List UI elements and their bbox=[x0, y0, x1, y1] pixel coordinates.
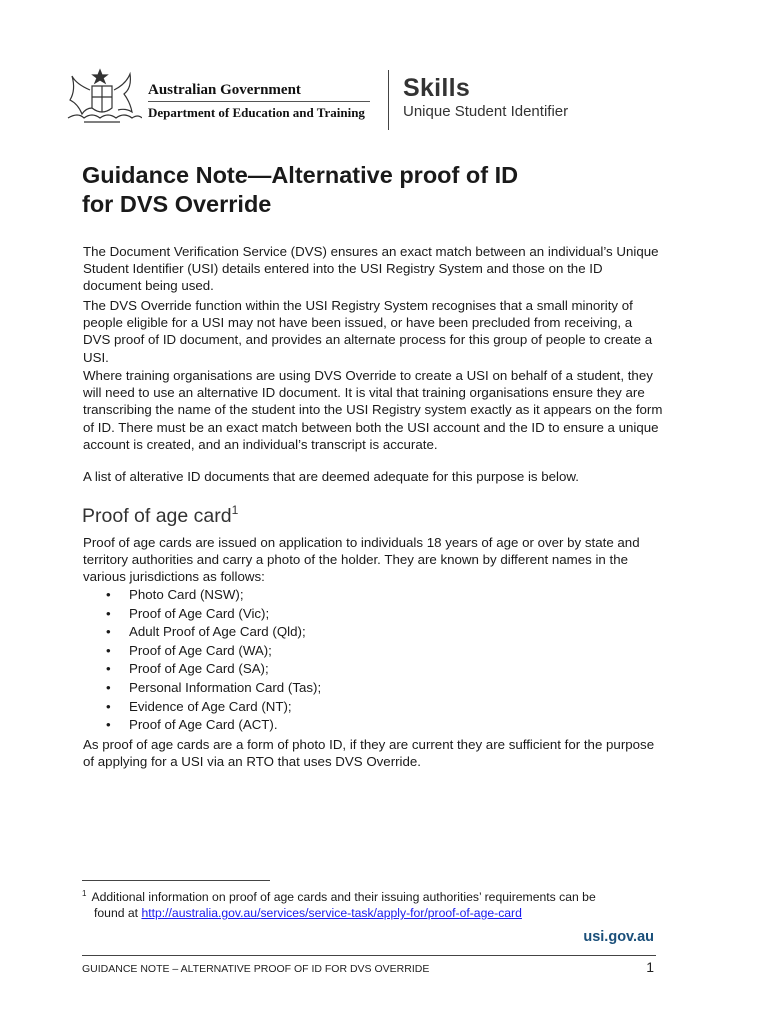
title-line-1: Guidance Note—Alternative proof of ID bbox=[82, 162, 519, 188]
sufficiency-paragraph: As proof of age cards are a form of photo ID, if they are current they are sufficient for the purpose of applying for a USI via an RTO that uses DVS Override. bbox=[83, 737, 655, 770]
bullet: • bbox=[106, 717, 111, 733]
list-item-text: Proof of Age Card (Vic); bbox=[129, 605, 270, 621]
list-item bbox=[106, 586, 321, 605]
override-paragraph: The DVS Override function within the USI Registry System recognises that a small minority of people eligible for a USI may not have been issued, or have been precluded from receiving, a DVS proof of ID document, and provides an alternate process for this group of people to create a USI. bbox=[83, 298, 653, 365]
footnote-text: Additional information on proof of age cards and their issuing authorities’ requirements can be bbox=[91, 890, 596, 904]
footnote-rule bbox=[82, 880, 270, 881]
list-item bbox=[106, 679, 321, 698]
footnote-link[interactable]: http://australia.gov.au/services/service-task/apply-for/proof-of-age-card bbox=[141, 906, 522, 920]
site-url[interactable]: usi.gov.au bbox=[583, 929, 654, 945]
bullet: • bbox=[106, 605, 111, 621]
section-heading-text: Proof of age card bbox=[82, 505, 232, 527]
bullet: • bbox=[106, 661, 111, 677]
bullet: • bbox=[106, 698, 111, 714]
intro-paragraph: The Document Verification Service (DVS) ensures an exact match between an individual’s Unique Student Identifier (USI) details entered into the USI Registry System and those on the ID document being used. bbox=[83, 244, 659, 294]
bullet: • bbox=[106, 679, 111, 695]
footnote-number: 1 bbox=[82, 889, 87, 898]
list-item-text: Proof of Age Card (WA); bbox=[129, 642, 272, 658]
department-name: Department of Education and Training bbox=[148, 105, 365, 120]
title-line-2: for DVS Override bbox=[82, 191, 272, 217]
page-title bbox=[82, 161, 642, 219]
list-item bbox=[106, 698, 321, 717]
bullet: • bbox=[106, 642, 111, 658]
footnote-found-at: found at bbox=[94, 906, 142, 920]
list-item-text: Proof of Age Card (ACT). bbox=[129, 717, 278, 733]
skills-logo: Skills bbox=[403, 74, 471, 102]
list-intro-paragraph: A list of alterative ID documents that are deemed adequate for this purpose is below. bbox=[83, 469, 579, 484]
list-item bbox=[106, 642, 321, 661]
government-name: Australian Government bbox=[148, 82, 301, 98]
bullet: • bbox=[106, 624, 111, 640]
page-number: 1 bbox=[646, 959, 654, 975]
skills-subtitle: Unique Student Identifier bbox=[403, 103, 569, 120]
footer-title: GUIDANCE NOTE – ALTERNATIVE PROOF OF ID FOR DVS OVERRIDE bbox=[82, 963, 430, 975]
coat-of-arms-icon bbox=[62, 66, 142, 130]
list-item bbox=[106, 660, 321, 679]
header-rule bbox=[148, 101, 370, 102]
list-item bbox=[106, 605, 321, 624]
age-card-paragraph: Proof of age cards are issued on application to individuals 18 years of age or over by state and territory authorities and carry a photo of the holder. They are known by different names in the various jurisdictions as follows: bbox=[83, 535, 640, 585]
list-item bbox=[106, 716, 321, 735]
list-item-text: Personal Information Card (Tas); bbox=[129, 679, 322, 695]
list-item-text: Photo Card (NSW); bbox=[129, 587, 244, 602]
section-heading bbox=[82, 503, 238, 528]
footnote-ref[interactable]: 1 bbox=[231, 503, 239, 517]
list-item-text: Evidence of Age Card (NT); bbox=[129, 698, 292, 714]
bullet: • bbox=[106, 587, 111, 602]
list-item-text: Proof of Age Card (SA); bbox=[129, 661, 269, 677]
footnote bbox=[82, 886, 672, 921]
training-org-paragraph: Where training organisations are using DVS Override to create a USI on behalf of a student, they will need to use an alternative ID document. It is vital that training organisations ensure they are transcribing the name of the student into the USI Registry system exactly as it appears on the form of ID. There must be an exact match between both the USI account and the ID to ensure a unique account is created, and an individual’s transcript is accurate. bbox=[83, 368, 663, 452]
list-item-text: Adult Proof of Age Card (Qld); bbox=[129, 624, 306, 640]
list-item bbox=[106, 623, 321, 642]
footer-rule bbox=[82, 955, 656, 956]
age-card-list bbox=[106, 586, 321, 735]
header-separator bbox=[388, 70, 389, 130]
